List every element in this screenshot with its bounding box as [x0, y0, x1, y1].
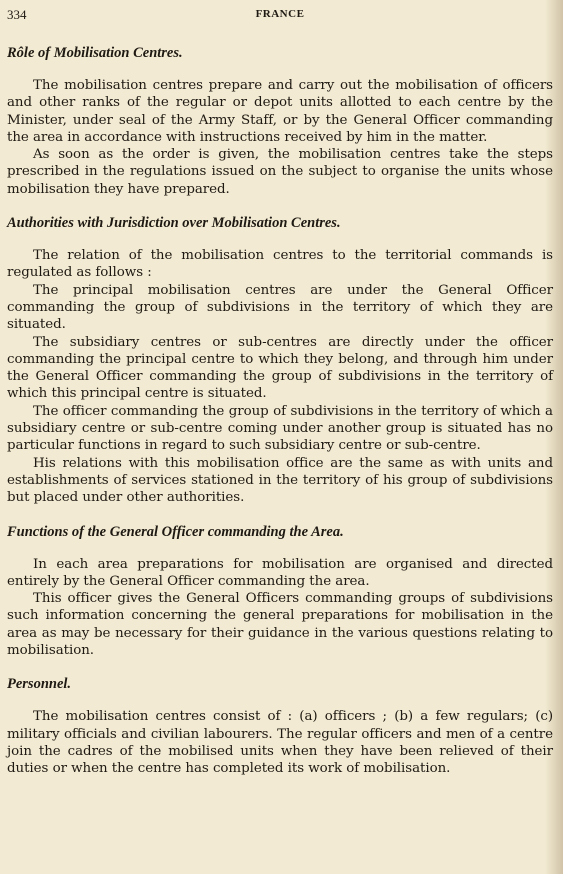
paragraph: His relations with this mobilisation office are the same as with units and establishments of services stationed in the territory of his group of subdivisions but placed under other authorities.: [7, 455, 553, 506]
paragraph: The subsidiary centres or sub-centres are directly under the officer commanding the principal centre to which they belong, and through him under the General Officer commanding the group of subdivisions in the territory of which this principal centre is situated.: [7, 334, 553, 402]
running-head: [7, 6, 553, 28]
paragraph: The mobilisation centres prepare and carry out the mobilisation of officers and other ranks of the regular or depot units allotted to each centre by the Minister, under seal of the Army Staff, or by the General Officer commanding the area in accordance with instructions received by him in the matter.: [7, 78, 553, 145]
section-title: Functions of the General Officer commanding the Area.: [7, 523, 344, 540]
section-title: Rôle of Mobilisation Centres.: [7, 45, 183, 61]
section-personnel: [7, 675, 553, 777]
section-authorities-with-jurisdiction: [7, 214, 553, 506]
paragraph: The officer commanding the group of subdivisions in the territory of which a subsidiary centre or sub-centre coming under another group is situated has no particular functions in regard to such subsidiary centre or sub-centre.: [7, 403, 553, 454]
section-functions-of-general-officer: [7, 523, 553, 660]
section-role-of-mobilisation-centres: [7, 44, 553, 198]
paragraph: The relation of the mobilisation centres to the territorial commands is regulated as follows :: [7, 248, 553, 281]
paragraph: The mobilisation centres consist of : (a) officers ; (b) a few regulars; (c) military officials and civilian labourers. The regular officers and men of a centre join the cadres of the mobilised units when they have been relieved of their duties or when the centre has completed its work of mobilisation.: [7, 709, 553, 777]
section-title: Personnel.: [7, 676, 72, 693]
paragraph: This officer gives the General Officers commanding groups of subdivisions such information concerning the general preparations for mobilisation in the area as may be necessary for their guidance in the various questions relating to mobilisation.: [7, 591, 553, 659]
section-title: Authorities with Jurisdiction over Mobilisation Centres.: [7, 215, 341, 232]
paragraph: In each area preparations for mobilisation are organised and directed entirely by the General Officer commanding the area.: [7, 556, 553, 589]
paragraph: The principal mobilisation centres are under the General Officer commanding the group of subdivisions in the territory of which they are situated.: [7, 282, 553, 333]
running-title: FRANCE: [255, 8, 305, 20]
paragraph: As soon as the order is given, the mobilisation centres take the steps prescribed in the regulations issued on the subject to organise the units whose mobilisation they have prepared.: [7, 147, 553, 197]
page-number: 334: [7, 7, 27, 22]
